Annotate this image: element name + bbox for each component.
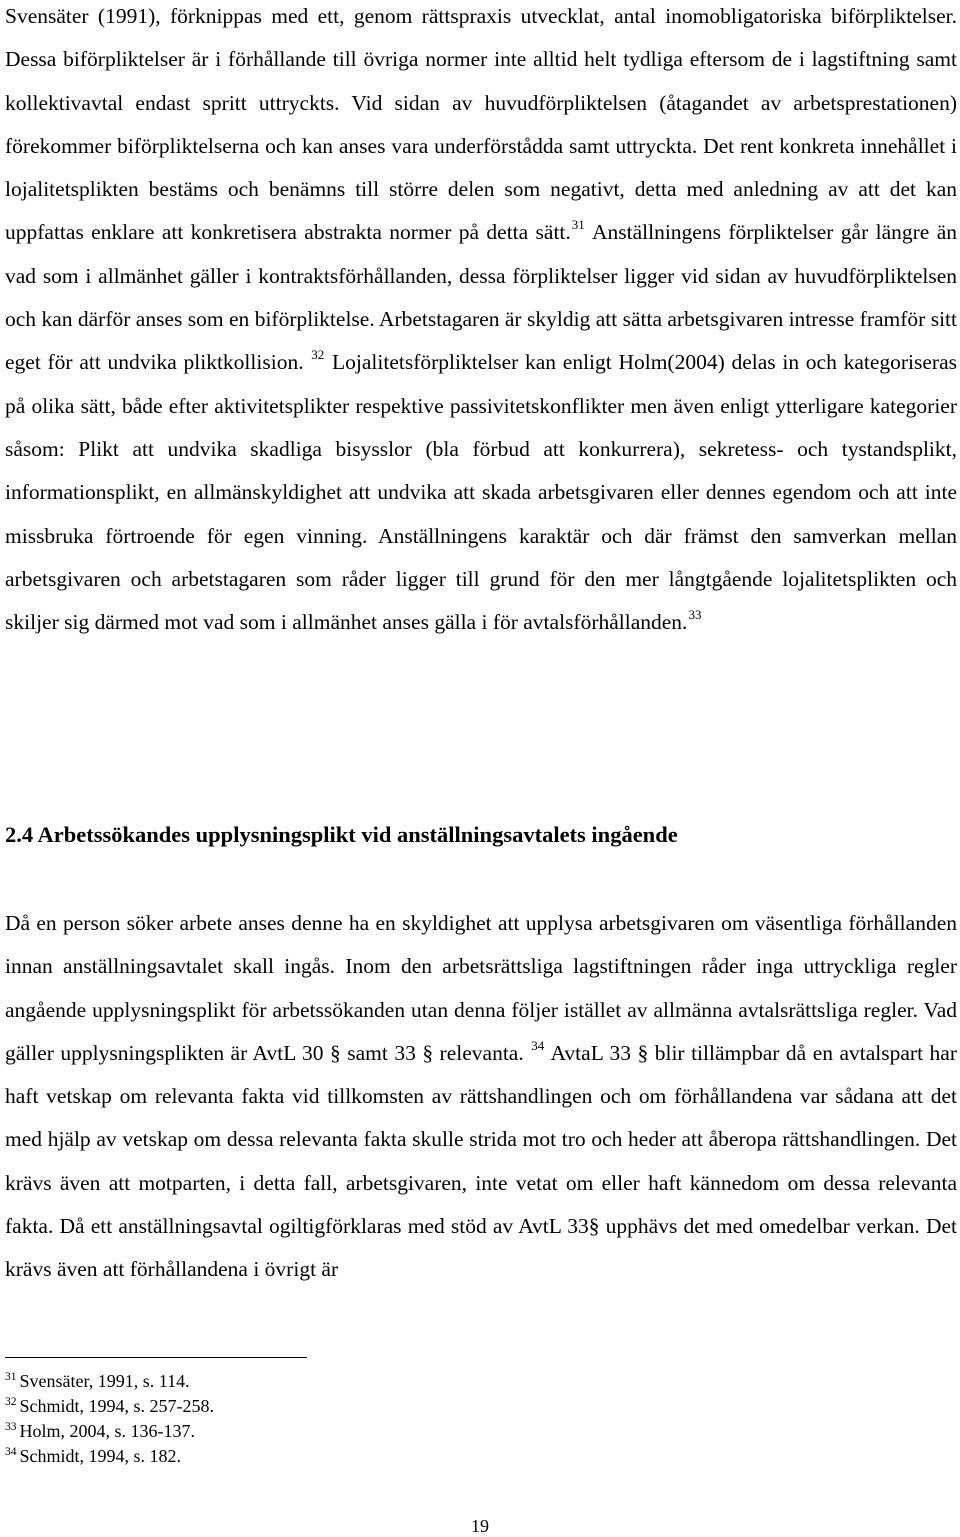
page-number: 19 (471, 1516, 489, 1536)
paragraph-segment: Svensäter (1991), förknippas med ett, genom rättspraxis utvecklat, antal inomobligatoriska biförpliktelser. Dessa biförpliktelser är i förhållande till övriga normer inte alltid helt tydliga eftersom de i lagstiftning samt kollektivavtal endast spritt uttryckts. Vid sidan av huvudförpliktelsen (åtagandet av arbetsprestationen) förekommer biförpliktelserna och kan anses vara underförstådda samt uttryckta. Det rent konkreta innehållet i lojalitetsplikten bestäms och benämns till större delen som negativt, detta med anledning av att det kan uppfattas enklare att konkretisera abstrakta normer på detta sätt. (5, 4, 957, 245)
footnote-ref: 33 (688, 607, 702, 623)
footnote-ref: 31 (571, 217, 585, 233)
footnote-number: 31 (5, 1371, 17, 1383)
paragraph-segment: AvtaL 33 § blir tillämpbar då en avtalspart har haft vetskap om relevanta fakta vid tillkomsten av rättshandlingen och om förhållandena var sådana att det med hjälp av vetskap om dessa relevanta fakta skulle strida mot tro och heder att åberopa rättshandlingen. Det krävs även att motparten, i detta fall, arbetsgivaren, inte vetat om eller haft kännedom om dessa relevanta fakta. Då ett anställningsavtal ogiltigförklaras med stöd av AvtL 33§ upphävs det med omedelbar verkan. Det krävs även att förhållandena i övrigt är (5, 1040, 957, 1282)
footnote (5, 1419, 214, 1444)
footnote (5, 1394, 214, 1419)
body-paragraph-1 (5, 0, 957, 644)
footnote-ref: 32 (311, 347, 325, 363)
footnote (5, 1369, 214, 1394)
footnotes (5, 1369, 214, 1469)
footnote-text: Svensäter, 1991, s. 114. (19, 1371, 190, 1391)
footnote-number: 33 (5, 1421, 17, 1433)
paragraph-text (5, 902, 957, 1292)
footnote-text: Schmidt, 1994, s. 182. (19, 1446, 182, 1466)
footnote-ref: 34 (531, 1037, 545, 1053)
footnote-text: Holm, 2004, s. 136-137. (19, 1421, 195, 1441)
body-paragraph-2 (5, 902, 957, 1292)
footnote-number: 34 (5, 1446, 17, 1458)
paragraph-segment: Då en person söker arbete anses denne ha en skyldighet att upplysa arbetsgivaren om väsentliga förhållanden innan anställningsavtalet skall ingås. Inom den arbetsrättsliga lagstiftningen råder inga uttryckliga regler angående upplysningsplikt för arbetssökanden utan denna följer istället av allmänna avtalsrättsliga regler. Vad gäller upplysningsplikten är AvtL 30 § samt 33 § relevanta. (5, 911, 957, 1065)
footnote-separator (5, 1357, 307, 1358)
section-heading: 2.4 Arbetssökandes upplysningsplikt vid anställningsavtalets ingående (5, 822, 678, 847)
paragraph-segment: Lojalitetsförpliktelser kan enligt Holm(2004) delas in och kategoriseras på olika sätt, både efter aktivitetsplikter respektive passivitetskonflikter men även enligt ytterligare kategorier såsom: Plikt att undvika skadliga bisysslor (bla förbud att konkurrera), sekretess- och tystandsplikt, informationsplikt, en allmänskyldighet att undvika att skada arbetsgivaren eller dennes egendom och att inte missbruka förtroende för egen vinning. Anställningens karaktär och där främst den samverkan mellan arbetsgivaren och arbetstagaren som råder ligger till grund för den mer långtgående lojalitetsplikten och skiljer sig därmed mot vad som i allmänhet anses gälla i för avtalsförhållanden. (5, 350, 957, 635)
footnote (5, 1444, 214, 1469)
paragraph-segment: Anställningens förpliktelser går längre än vad som i allmänhet gäller i kontraktsförhållanden, dessa förpliktelser ligger vid sidan av huvudförpliktelsen och kan därför anses som en biförpliktelse. Arbetstagaren är skyldig att sätta arbetsgivaren intresse framför sitt eget för att undvika pliktkollision. (5, 220, 957, 375)
footnote-text: Schmidt, 1994, s. 257-258. (19, 1396, 215, 1416)
paragraph-text (5, 0, 957, 644)
footnote-number: 32 (5, 1396, 17, 1408)
